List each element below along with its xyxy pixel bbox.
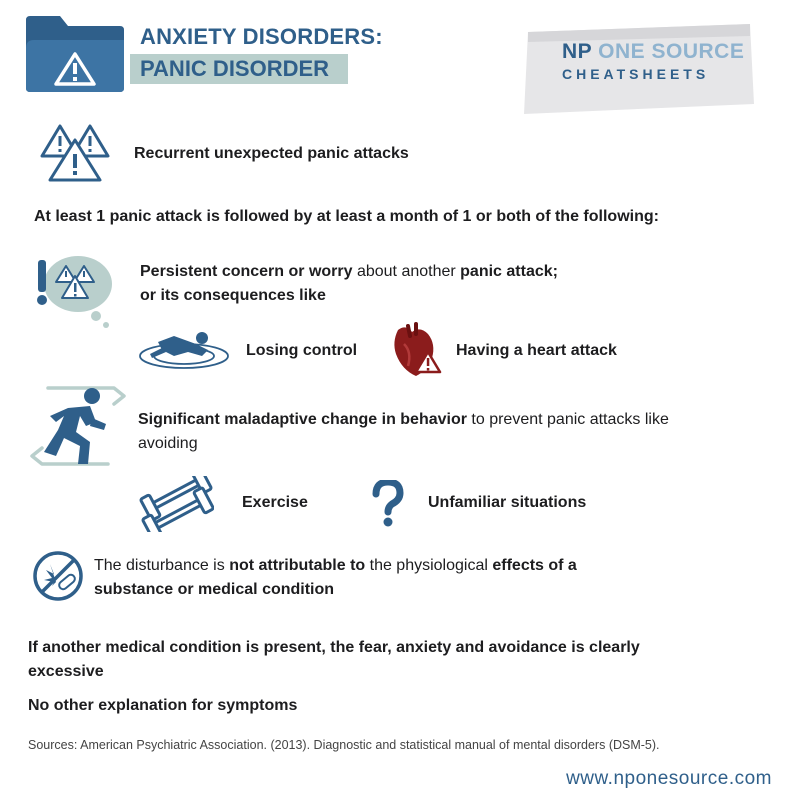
running-person-icon bbox=[30, 380, 126, 472]
criterion-other-condition-line-2: excessive bbox=[28, 663, 104, 680]
triple-warning-icon bbox=[38, 122, 112, 184]
website-link[interactable]: www.nponesource.com bbox=[566, 768, 772, 789]
criterion-behavior-line-1: Significant maladaptive change in behavior to prevent panic attacks like bbox=[138, 411, 669, 428]
brand-one-source: ONE SOURCE bbox=[598, 40, 745, 63]
page-title-line-1: ANXIETY DISORDERS: bbox=[140, 24, 383, 49]
criterion-no-other-explanation: No other explanation for symptoms bbox=[28, 697, 298, 714]
criterion-concern-line-2: or its consequences like bbox=[140, 287, 326, 304]
dumbbell-icon bbox=[138, 476, 214, 532]
worry-bubble-icon bbox=[34, 254, 114, 330]
criterion-other-condition-line-1: If another medical condition is present, the fear, anxiety and avoidance is clearly bbox=[28, 639, 640, 656]
avoidance-exercise: Exercise bbox=[242, 494, 308, 511]
brand-subtitle: CHEATSHEETS bbox=[562, 66, 710, 82]
brand-np: NP bbox=[562, 40, 592, 63]
consequence-heart-attack: Having a heart attack bbox=[456, 342, 617, 359]
criterion-concern-line-1: Persistent concern or worry about another panic attack; bbox=[140, 263, 558, 280]
criterion-disturbance-line-1: The disturbance is not attributable to the physiological effects of a bbox=[94, 557, 577, 574]
heart-warning-icon bbox=[388, 322, 442, 378]
criterion-followed-by: At least 1 panic attack is followed by at least a month of 1 or both of the following: bbox=[34, 208, 659, 225]
avoidance-unfamiliar-situations: Unfamiliar situations bbox=[428, 494, 587, 511]
criterion-behavior-line-2: avoiding bbox=[138, 435, 198, 452]
question-mark-icon bbox=[372, 480, 404, 528]
folder-warning-icon bbox=[24, 14, 126, 94]
criterion-disturbance-line-2: substance or medical condition bbox=[94, 581, 335, 598]
sources-citation: Sources: American Psychiatric Association. (2013). Diagnostic and statistical manual of mental disorders (DSM-5). bbox=[28, 738, 660, 752]
consequence-losing-control: Losing control bbox=[246, 342, 358, 359]
no-substance-icon bbox=[32, 550, 84, 602]
criterion-recurrent: Recurrent unexpected panic attacks bbox=[134, 145, 409, 162]
falling-person-icon bbox=[138, 328, 230, 372]
brand-name bbox=[562, 40, 744, 64]
page-title-line-2: PANIC DISORDER bbox=[140, 56, 330, 81]
